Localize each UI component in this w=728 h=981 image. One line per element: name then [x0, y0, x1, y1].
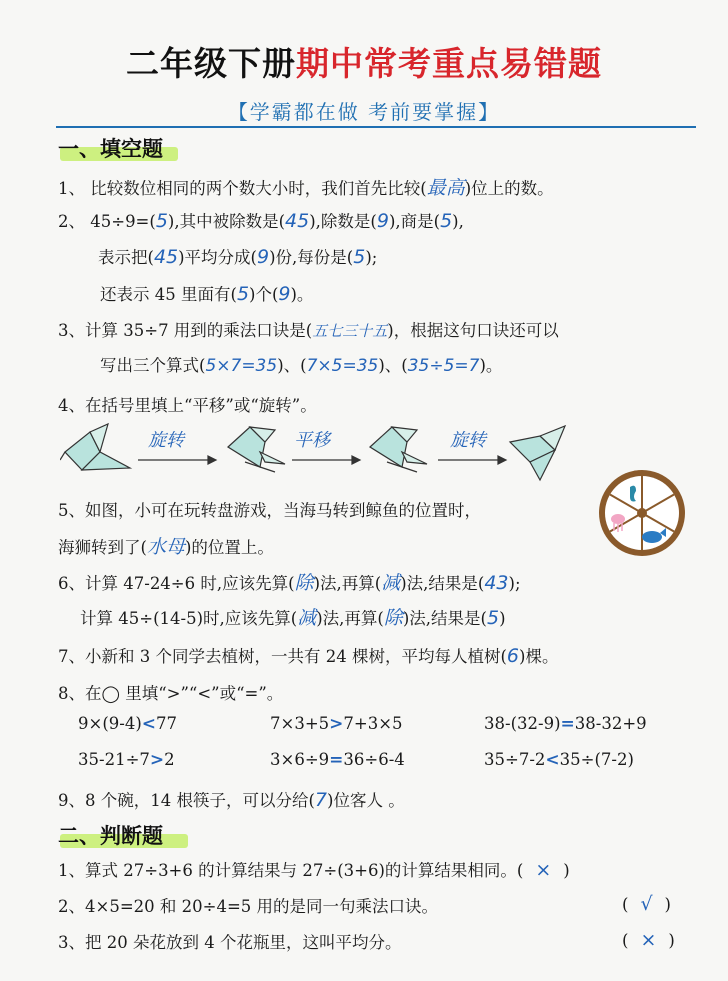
page-title	[0, 38, 728, 85]
answer: 6	[506, 645, 520, 667]
section-title-fill: 一、填空题	[58, 137, 163, 161]
answer: 45	[285, 210, 310, 232]
crane-figure	[370, 427, 427, 472]
question-2-line2: 表示把(45)平均分成(9)份,每份是(5);	[98, 246, 378, 268]
answer-symbol: <	[141, 714, 157, 734]
crane-figure	[228, 427, 285, 472]
answer: 五七三十五	[312, 322, 388, 340]
question-3-line2: 写出三个算式(5×7=35)、(7×5=35)、(35÷5=7)。	[100, 356, 503, 376]
answer: 减	[297, 607, 317, 629]
answer: ×	[640, 929, 657, 951]
title-part1: 二年级下册	[126, 44, 296, 83]
question-9: 9、8 个碗，14 根筷子，可以分给(7)位客人 。	[58, 789, 405, 811]
section-title-judge: 二、判断题	[58, 824, 163, 848]
answer: 5	[155, 210, 168, 232]
title-part2: 期中常考重点易错题	[296, 44, 602, 83]
answer: 5	[353, 246, 366, 268]
compare-item: 3×6÷9=36÷6-4	[270, 750, 405, 770]
judge-2-text: 2、4×5=20 和 20÷4=5 用的是同一句乘法口诀。	[58, 897, 439, 916]
answer: 减	[381, 572, 401, 594]
compare-item: 9×(9-4)<77	[78, 714, 178, 734]
question-6-line1: 6、计算 47-24÷6 时,应该先算(除)法,再算(减)法,结果是(43);	[58, 572, 521, 594]
answer-symbol: >	[149, 750, 165, 770]
answer-rotate: 旋转	[450, 430, 486, 451]
answer: 除	[383, 607, 403, 629]
compare-item: 35-21÷7>2	[78, 750, 175, 770]
compare-item: 35÷7-2<35÷(7-2)	[484, 750, 634, 770]
answer-symbol: =	[560, 714, 575, 734]
question-4: 4、在括号里填上“平移”或“旋转”。	[58, 396, 317, 415]
answer: 35÷5=7	[407, 356, 480, 376]
answer-translate: 平移	[294, 430, 330, 451]
question-1: 1、 比较数位相同的两个数大小时，我们首先比较(最高)位上的数。	[58, 177, 554, 199]
question-3-line1: 3、计算 35÷7 用到的乘法口诀是(五七三十五)，根据这句口诀还可以	[58, 321, 559, 340]
answer: 9	[257, 246, 270, 268]
answer: 7	[314, 789, 328, 811]
question-8: 8、在◯ 里填“>”“<”或“=”。	[58, 684, 284, 703]
answer: 43	[484, 572, 509, 594]
answer: 45	[153, 246, 179, 268]
answer-symbol: <	[545, 750, 560, 770]
answer: ×	[535, 859, 552, 881]
answer: 除	[294, 572, 314, 594]
answer-symbol: =	[329, 750, 344, 770]
question-2-line3: 还表示 45 里面有(5)个(9)。	[100, 283, 314, 305]
answer: 最高	[426, 177, 465, 199]
question-6-line2: 计算 45÷(14-5)时,应该先算(减)法,再算(除)法,结果是(5)	[80, 607, 506, 629]
answer: 7×5=35	[306, 356, 379, 376]
answer-rotate: 旋转	[148, 430, 184, 451]
answer: 5	[440, 210, 453, 232]
question-5-line2: 海狮转到了(水母)的位置上。	[58, 536, 274, 558]
judge-1: 1、算式 27÷3+6 的计算结果与 27÷(3+6)的计算结果相同。( × )	[58, 859, 570, 881]
subtitle: 【学霸都在做 考前要掌握】	[227, 100, 501, 124]
compare-item: 38-(32-9)=38-32+9	[484, 714, 647, 734]
crane-figure	[510, 426, 565, 480]
answer: 水母	[146, 536, 185, 558]
answer: 5×7=35	[205, 356, 278, 376]
crane-figure	[60, 424, 130, 470]
answer: 9	[376, 210, 389, 232]
answer: 5	[236, 283, 250, 305]
question-5-line1: 5、如图，小可在玩转盘游戏，当海马转到鲸鱼的位置时，	[58, 501, 481, 520]
judge-3-text: 3、把 20 朵花放到 4 个花瓶里，这叫平均分。	[58, 933, 402, 952]
question-7: 7、小新和 3 个同学去植树，一共有 24 棵树，平均每人植树(6)棵。	[58, 645, 559, 667]
judge-3-answer: ( × )	[622, 929, 675, 951]
judge-2-answer: ( √ )	[622, 893, 671, 915]
answer: 5	[486, 607, 500, 629]
answer-symbol: >	[329, 714, 344, 734]
answer: 9	[278, 283, 291, 305]
question-2-line1: 2、 45÷9=(5),其中被除数是(45),除数是(9),商是(5),	[58, 210, 464, 232]
answer: √	[640, 893, 653, 915]
compare-item: 7×3+5>7+3×5	[270, 714, 403, 734]
header-rule	[56, 126, 696, 128]
spinner-wheel	[596, 467, 688, 559]
